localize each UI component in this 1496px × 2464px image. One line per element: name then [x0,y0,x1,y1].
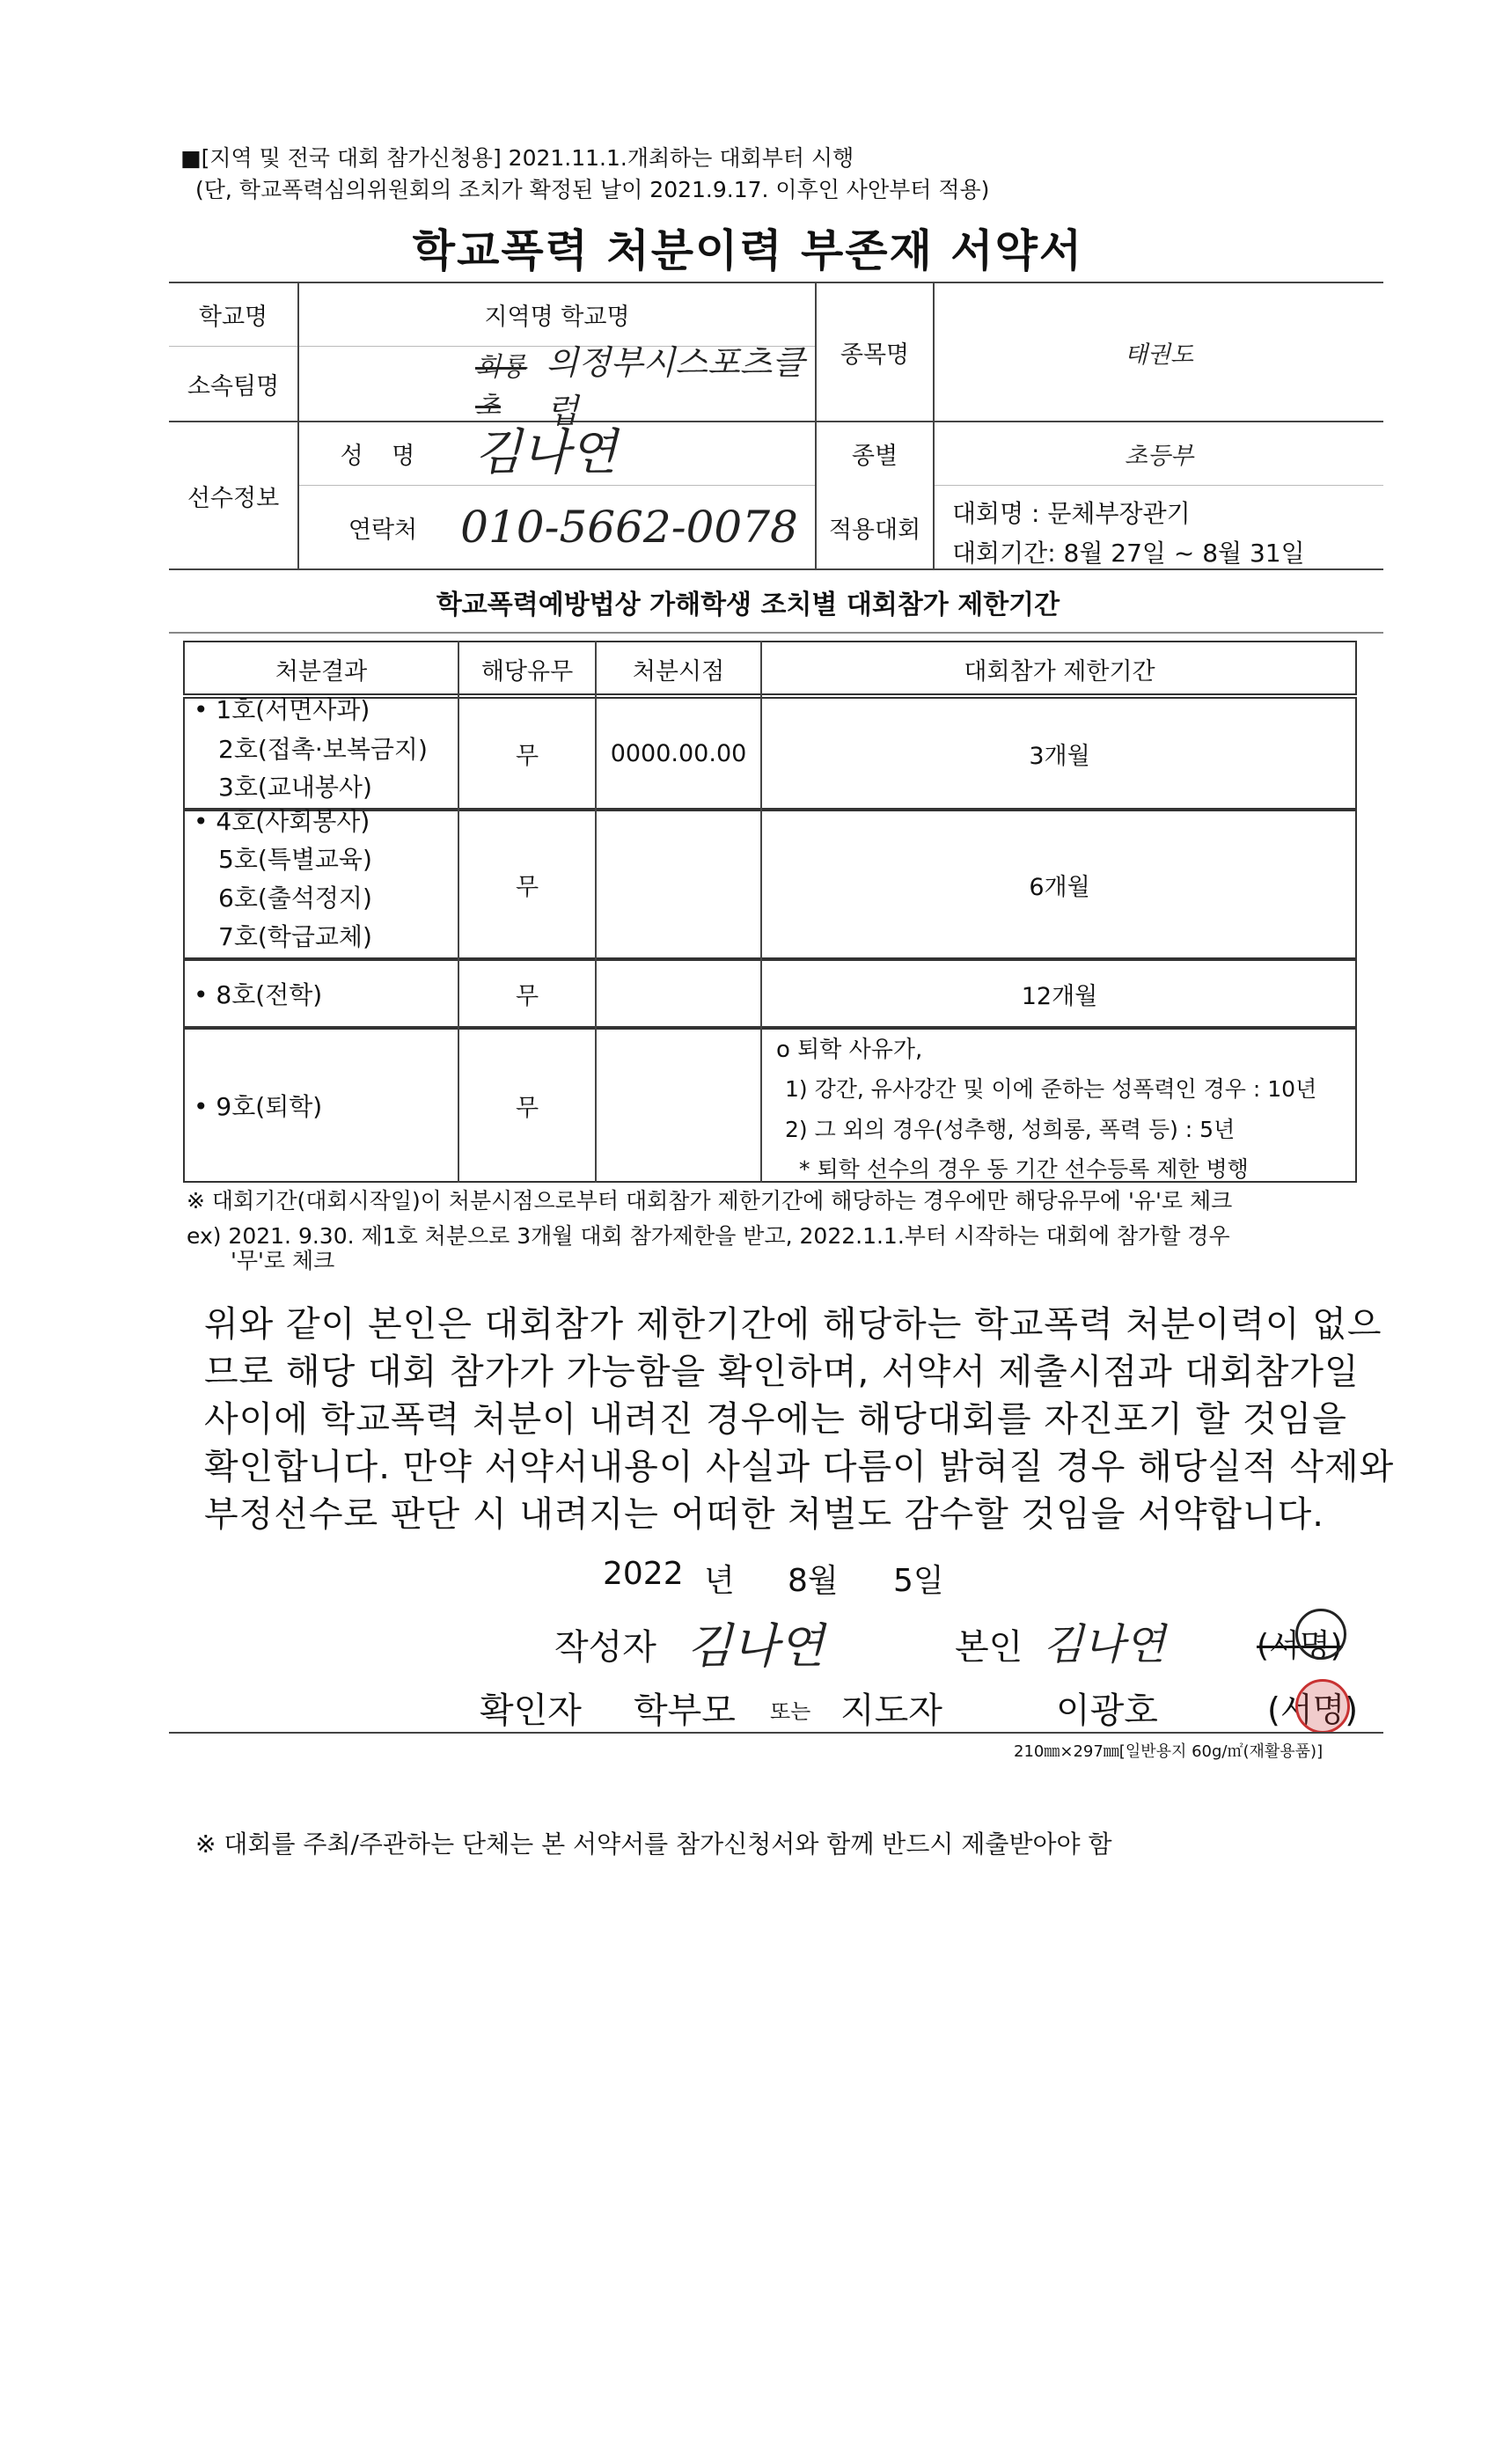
row-4-period-line-4: * 퇴학 선수의 경우 동 기간 선수등록 제한 병행 [799,1156,1249,1182]
row-3-period: 12개월 [1021,982,1098,1010]
note-2: ex) 2021. 9.30. 제1호 처분으로 3개월 대회 참가제한을 받고, 2022.1.1.부터 시작하는 대회에 참가할 경우 [187,1223,1230,1249]
row-2-period: 6개월 [1029,873,1090,901]
contest-name: 대회명 : 문체부장관기 [952,499,1191,528]
restriction-heading-border [169,632,1383,634]
school-value: 지역명 학교명 [484,304,630,331]
row-2-item-1: • 4호(사회봉사) [194,807,370,836]
writer-label: 작성자 [554,1627,656,1668]
row-1-item-2: 2호(접촉·보복금지) [218,735,428,764]
division-value: 초등부 [1124,443,1194,470]
self-label: 본인 [955,1627,1023,1668]
row-2-item-4: 7호(학급교체) [218,922,372,951]
header-period: 대회참가 제한기간 [964,657,1155,686]
signature-bottom-border [169,1732,1383,1734]
parent-label: 학부모 [634,1690,736,1731]
footer-note: ※ 대회를 주최/주관하는 단체는 본 서약서를 참가신청서와 함께 반드시 제출받아야 함 [195,1830,1112,1859]
date-month: 8월 [788,1563,839,1599]
writer-signature: 김나연 [686,1618,825,1674]
row-4-period-line-1: o 퇴학 사유가, [776,1037,923,1063]
row-1-item-3: 3호(교내봉사) [218,773,372,802]
page-title: 학교폭력 처분이력 부존재 서약서 [412,225,1084,276]
notice-line-2: (단, 학교폭력심의위원회의 조치가 확정된 날이 2021.9.17. 이후인 사안부터 적용) [195,177,990,202]
red-seal-icon [1295,1679,1350,1734]
row-3-item-1: • 8호(전학) [194,980,323,1009]
confirmer-label: 확인자 [480,1690,582,1731]
row-1-date: 0000.00.00 [610,739,747,767]
signature-mark-icon [1295,1609,1346,1660]
pledge-line-4: 확인합니다. 만약 서약서내용이 사실과 다름이 밝혀질 경우 해당실적 삭제와 [204,1447,1395,1487]
date-year-unit: 년 [704,1563,735,1599]
note-1: ※ 대회기간(대회시작일)이 처분시점으로부터 대회참가 제한기간에 해당하는 경우에만 해당유무에 '유'로 체크 [187,1188,1233,1214]
pledge-line-3: 사이에 학교폭력 처분이 내려진 경우에는 해당대회를 자진포기 할 것임을 [204,1399,1347,1440]
team-label: 소속팀명 [187,372,280,400]
team-value-cell [299,343,815,430]
header-date: 처분시점 [632,657,725,686]
name-label: 성 명 [340,443,426,470]
player-info-label: 선수정보 [187,484,280,512]
or-label: 또는 [770,1699,811,1724]
contact-label: 연락처 [348,516,418,544]
notice-line-1: ■[지역 및 전국 대회 참가신청용] 2021.11.1.개최하는 대회부터 시행 [180,145,854,171]
seal-label: (서명) [1267,1690,1359,1729]
header-applicable: 해당유무 [480,657,574,686]
contact-value: 010-5662-0078 [460,502,798,553]
note-3: '무'로 체크 [231,1248,335,1273]
info-row-border-4 [933,485,1383,486]
date-day: 5일 [893,1563,944,1599]
paper-spec: 210㎜×297㎜[일반용지 60g/㎡(재활용품)] [1014,1742,1324,1761]
pledge-line-5: 부정선수로 판단 시 내려지는 어떠한 처벌도 감수할 것임을 서약합니다. [204,1494,1324,1535]
division-label: 종별 [851,443,898,470]
self-signature: 김나연 [1043,1620,1166,1669]
row-2-item-3: 6호(출석정지) [218,884,372,913]
event-label: 종목명 [840,341,910,369]
row-4-period-line-2: 1) 강간, 유사강간 및 이에 준하는 성폭력인 경우 : 10년 [785,1076,1317,1102]
team-value: 의정부시스포츠클럽 [546,343,805,430]
row-4-applicable: 무 [515,1094,539,1122]
school-label: 학교명 [198,304,268,331]
contest-period: 대회기간: 8월 27일 ~ 8월 31일 [952,539,1305,568]
name-value: 김나연 [473,424,618,481]
row-4-date [597,1030,760,1181]
row-2-date [597,811,760,957]
row-1-period: 3개월 [1029,742,1090,770]
row-4-period-line-3: 2) 그 외의 경우(성추행, 성희롱, 폭력 등) : 5년 [785,1117,1236,1142]
pledge-line-2: 므로 해당 대회 참가가 가능함을 확인하며, 서약서 제출시점과 대회참가일 [204,1352,1360,1392]
sign-label: (서명) [1257,1628,1343,1664]
event-value: 태권도 [1124,341,1194,369]
row-2-applicable: 무 [515,873,539,901]
restriction-heading: 학교폭력예방법상 가해학생 조치별 대회참가 제한기간 [436,590,1060,620]
applied-contest-label: 적용대회 [828,516,921,544]
team-struck-text: 회룡초 [475,352,526,422]
row-1-item-1: • 1호(서면사과) [194,695,370,724]
row-1-applicable: 무 [515,742,539,770]
header-result: 처분결과 [275,657,368,686]
row-4-item-1: • 9호(퇴학) [194,1092,323,1121]
coach-label: 지도자 [840,1690,942,1731]
row-3-date [597,961,760,1026]
row-3-applicable: 무 [515,982,539,1010]
row-2-item-2: 5호(특별교육) [218,845,372,874]
confirmer-name: 이광호 [1056,1690,1158,1731]
date-year: 2022 [603,1556,684,1592]
pledge-line-1: 위와 같이 본인은 대회참가 제한기간에 해당하는 학교폭력 처분이력이 없으 [204,1304,1382,1345]
